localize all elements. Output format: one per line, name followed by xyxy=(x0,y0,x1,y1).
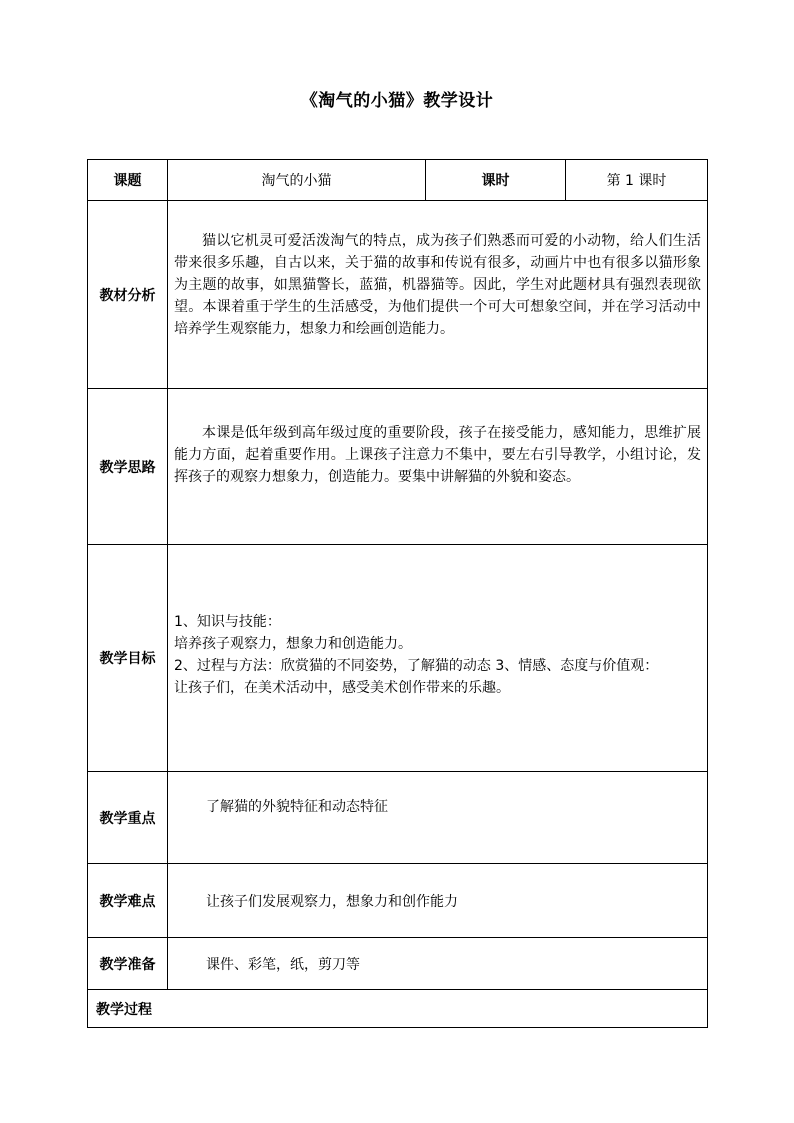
process-row xyxy=(88,990,708,1028)
analysis-text: 猫以它机灵可爱活泼淘气的特点，成为孩子们熟悉而可爱的小动物，给人们生活带来很多乐趣，自古以来，关于猫的故事和传说有很多，动画片中也有很多以猫形象为主题的故事，如黑猫警长，蓝猫，机器猫等。因此，学生对此题材具有强烈表现欲望。本课着重于学生的生活感受，为他们提供一个可大可想象空间，并在学习活动中培养学生观察能力，想象力和绘画创造能力。 xyxy=(174,233,701,337)
objectives-row xyxy=(88,545,708,772)
key-points-row xyxy=(88,772,708,864)
key-points-cell xyxy=(168,772,708,864)
period-value: 第 1 课时 xyxy=(566,160,708,201)
approach-row xyxy=(88,389,708,545)
topic-label: 课题 xyxy=(88,160,168,201)
document-title: 《淘气的小猫》教学设计 xyxy=(300,91,494,111)
approach-label: 教学思路 xyxy=(88,389,168,545)
topic-value: 淘气的小猫 xyxy=(168,160,426,201)
objectives-text xyxy=(168,611,707,699)
preparation-label: 教学准备 xyxy=(88,938,168,990)
objectives-line: 1、知识与技能： xyxy=(174,614,281,630)
analysis-label: 教材分析 xyxy=(88,201,168,389)
difficulties-row xyxy=(88,864,708,938)
period-label: 课时 xyxy=(426,160,566,201)
approach-text: 本课是低年级到高年级过度的重要阶段，孩子在接受能力，感知能力，思维扩展能力方面，起着重要作用。上课孩子注意力不集中，要左右引导教学，小组讨论，发挥孩子的观察力想象力，创造能力。要集中讲解猫的外貌和姿态。 xyxy=(174,425,701,485)
objectives-cell xyxy=(168,545,708,772)
difficulties-label: 教学难点 xyxy=(88,864,168,938)
objectives-line: 2、过程与方法：欣赏猫的不同姿势，了解猫的动态 3、情感、态度与价值观： xyxy=(174,658,659,674)
header-row xyxy=(88,160,708,201)
preparation-text: 课件、彩笔，纸，剪刀等 xyxy=(168,938,708,990)
objectives-line: 让孩子们，在美术活动中，感受美术创作带来的乐趣。 xyxy=(174,680,510,696)
difficulties-text: 让孩子们发展观察力，想象力和创作能力 xyxy=(168,864,708,938)
analysis-cell xyxy=(168,201,708,389)
process-label: 教学过程 xyxy=(88,990,708,1028)
key-points-text: 了解猫的外貌特征和动态特征 xyxy=(206,799,388,815)
approach-cell xyxy=(168,389,708,545)
objectives-line: 培养孩子观察力，想象力和创造能力。 xyxy=(174,636,412,652)
preparation-row xyxy=(88,938,708,990)
objectives-label: 教学目标 xyxy=(88,545,168,772)
lesson-plan-table xyxy=(87,159,708,1028)
analysis-row xyxy=(88,201,708,389)
key-points-label: 教学重点 xyxy=(88,772,168,864)
